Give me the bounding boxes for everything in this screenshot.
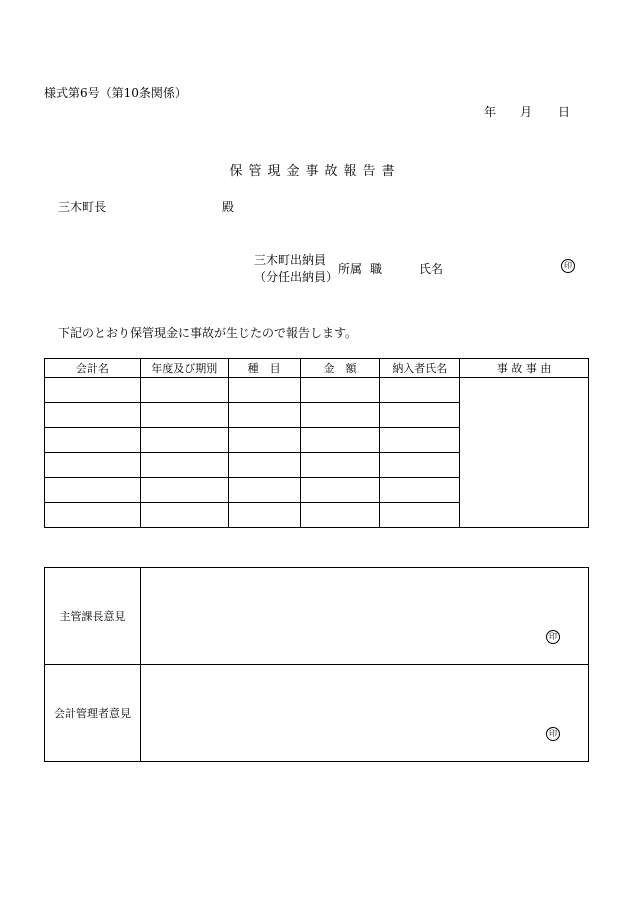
item-type-cell[interactable] [228, 403, 300, 428]
item-type-cell[interactable] [228, 428, 300, 453]
accounting-manager-opinion-field[interactable] [141, 665, 589, 762]
addressee-honorific: 殿 [222, 200, 235, 214]
date-year: 年 [484, 105, 497, 119]
payer-name-cell[interactable] [380, 453, 460, 478]
payer-name-cell[interactable] [380, 403, 460, 428]
col-header-item-type: 種 目 [228, 359, 300, 378]
date-line [484, 103, 570, 120]
position-label: 職 [370, 262, 383, 276]
document-title: 保管現金事故報告書 [229, 164, 401, 179]
fiscal-period-cell[interactable] [140, 453, 228, 478]
accounting-manager-seal-icon: 印 [546, 727, 560, 741]
item-type-cell[interactable] [228, 378, 300, 403]
account-cell[interactable] [45, 378, 141, 403]
intro-text: 下記のとおり保管現金に事故が生じたので報告します。 [58, 326, 358, 340]
reporter-role-line2: （分任出納員） [254, 270, 339, 284]
date-month: 月 [520, 105, 533, 119]
section-chief-seal-icon: 印 [546, 630, 560, 644]
payer-name-cell[interactable] [380, 478, 460, 503]
col-header-account: 会計名 [45, 359, 141, 378]
accounting-manager-opinion-label: 会計管理者意見 [45, 665, 141, 762]
addressee-name: 三木町長 [58, 200, 107, 214]
fiscal-period-cell[interactable] [140, 503, 228, 528]
account-cell[interactable] [45, 403, 141, 428]
item-type-cell[interactable] [228, 453, 300, 478]
fiscal-period-cell[interactable] [140, 403, 228, 428]
section-chief-opinion-field[interactable] [141, 568, 589, 665]
amount-cell[interactable] [300, 403, 380, 428]
amount-cell[interactable] [300, 478, 380, 503]
payer-name-cell[interactable] [380, 428, 460, 453]
fiscal-period-cell[interactable] [140, 378, 228, 403]
fiscal-period-cell[interactable] [140, 428, 228, 453]
payer-name-cell[interactable] [380, 503, 460, 528]
col-header-amount: 金 額 [300, 359, 380, 378]
account-cell[interactable] [45, 453, 141, 478]
account-cell[interactable] [45, 478, 141, 503]
col-header-fiscal-period: 年度及び期別 [140, 359, 228, 378]
amount-cell[interactable] [300, 378, 380, 403]
opinion-table [44, 567, 589, 762]
item-type-cell[interactable] [228, 478, 300, 503]
incident-table [44, 358, 589, 528]
amount-cell[interactable] [300, 428, 380, 453]
col-header-payer-name: 納入者氏名 [380, 359, 460, 378]
table-row [45, 378, 589, 403]
name-label: 氏名 [419, 262, 444, 276]
reporter-role [254, 252, 338, 286]
account-cell[interactable] [45, 503, 141, 528]
payer-name-cell[interactable] [380, 378, 460, 403]
account-cell[interactable] [45, 428, 141, 453]
table-header-row [45, 359, 589, 378]
reporter-seal-icon: 印 [561, 259, 575, 273]
opinion-row-section-chief [45, 568, 589, 665]
form-number: 様式第6号（第10条関係） [44, 86, 187, 100]
col-header-incident-reason: 事 故 事 由 [460, 359, 589, 378]
incident-reason-cell[interactable] [460, 378, 589, 528]
affiliation-label: 所属 [338, 262, 363, 276]
reporter-role-line1: 三木町出納員 [254, 253, 327, 267]
section-chief-opinion-label: 主管課長意見 [45, 568, 141, 665]
opinion-row-accounting-manager [45, 665, 589, 762]
item-type-cell[interactable] [228, 503, 300, 528]
date-day: 日 [558, 105, 571, 119]
amount-cell[interactable] [300, 503, 380, 528]
fiscal-period-cell[interactable] [140, 478, 228, 503]
amount-cell[interactable] [300, 453, 380, 478]
